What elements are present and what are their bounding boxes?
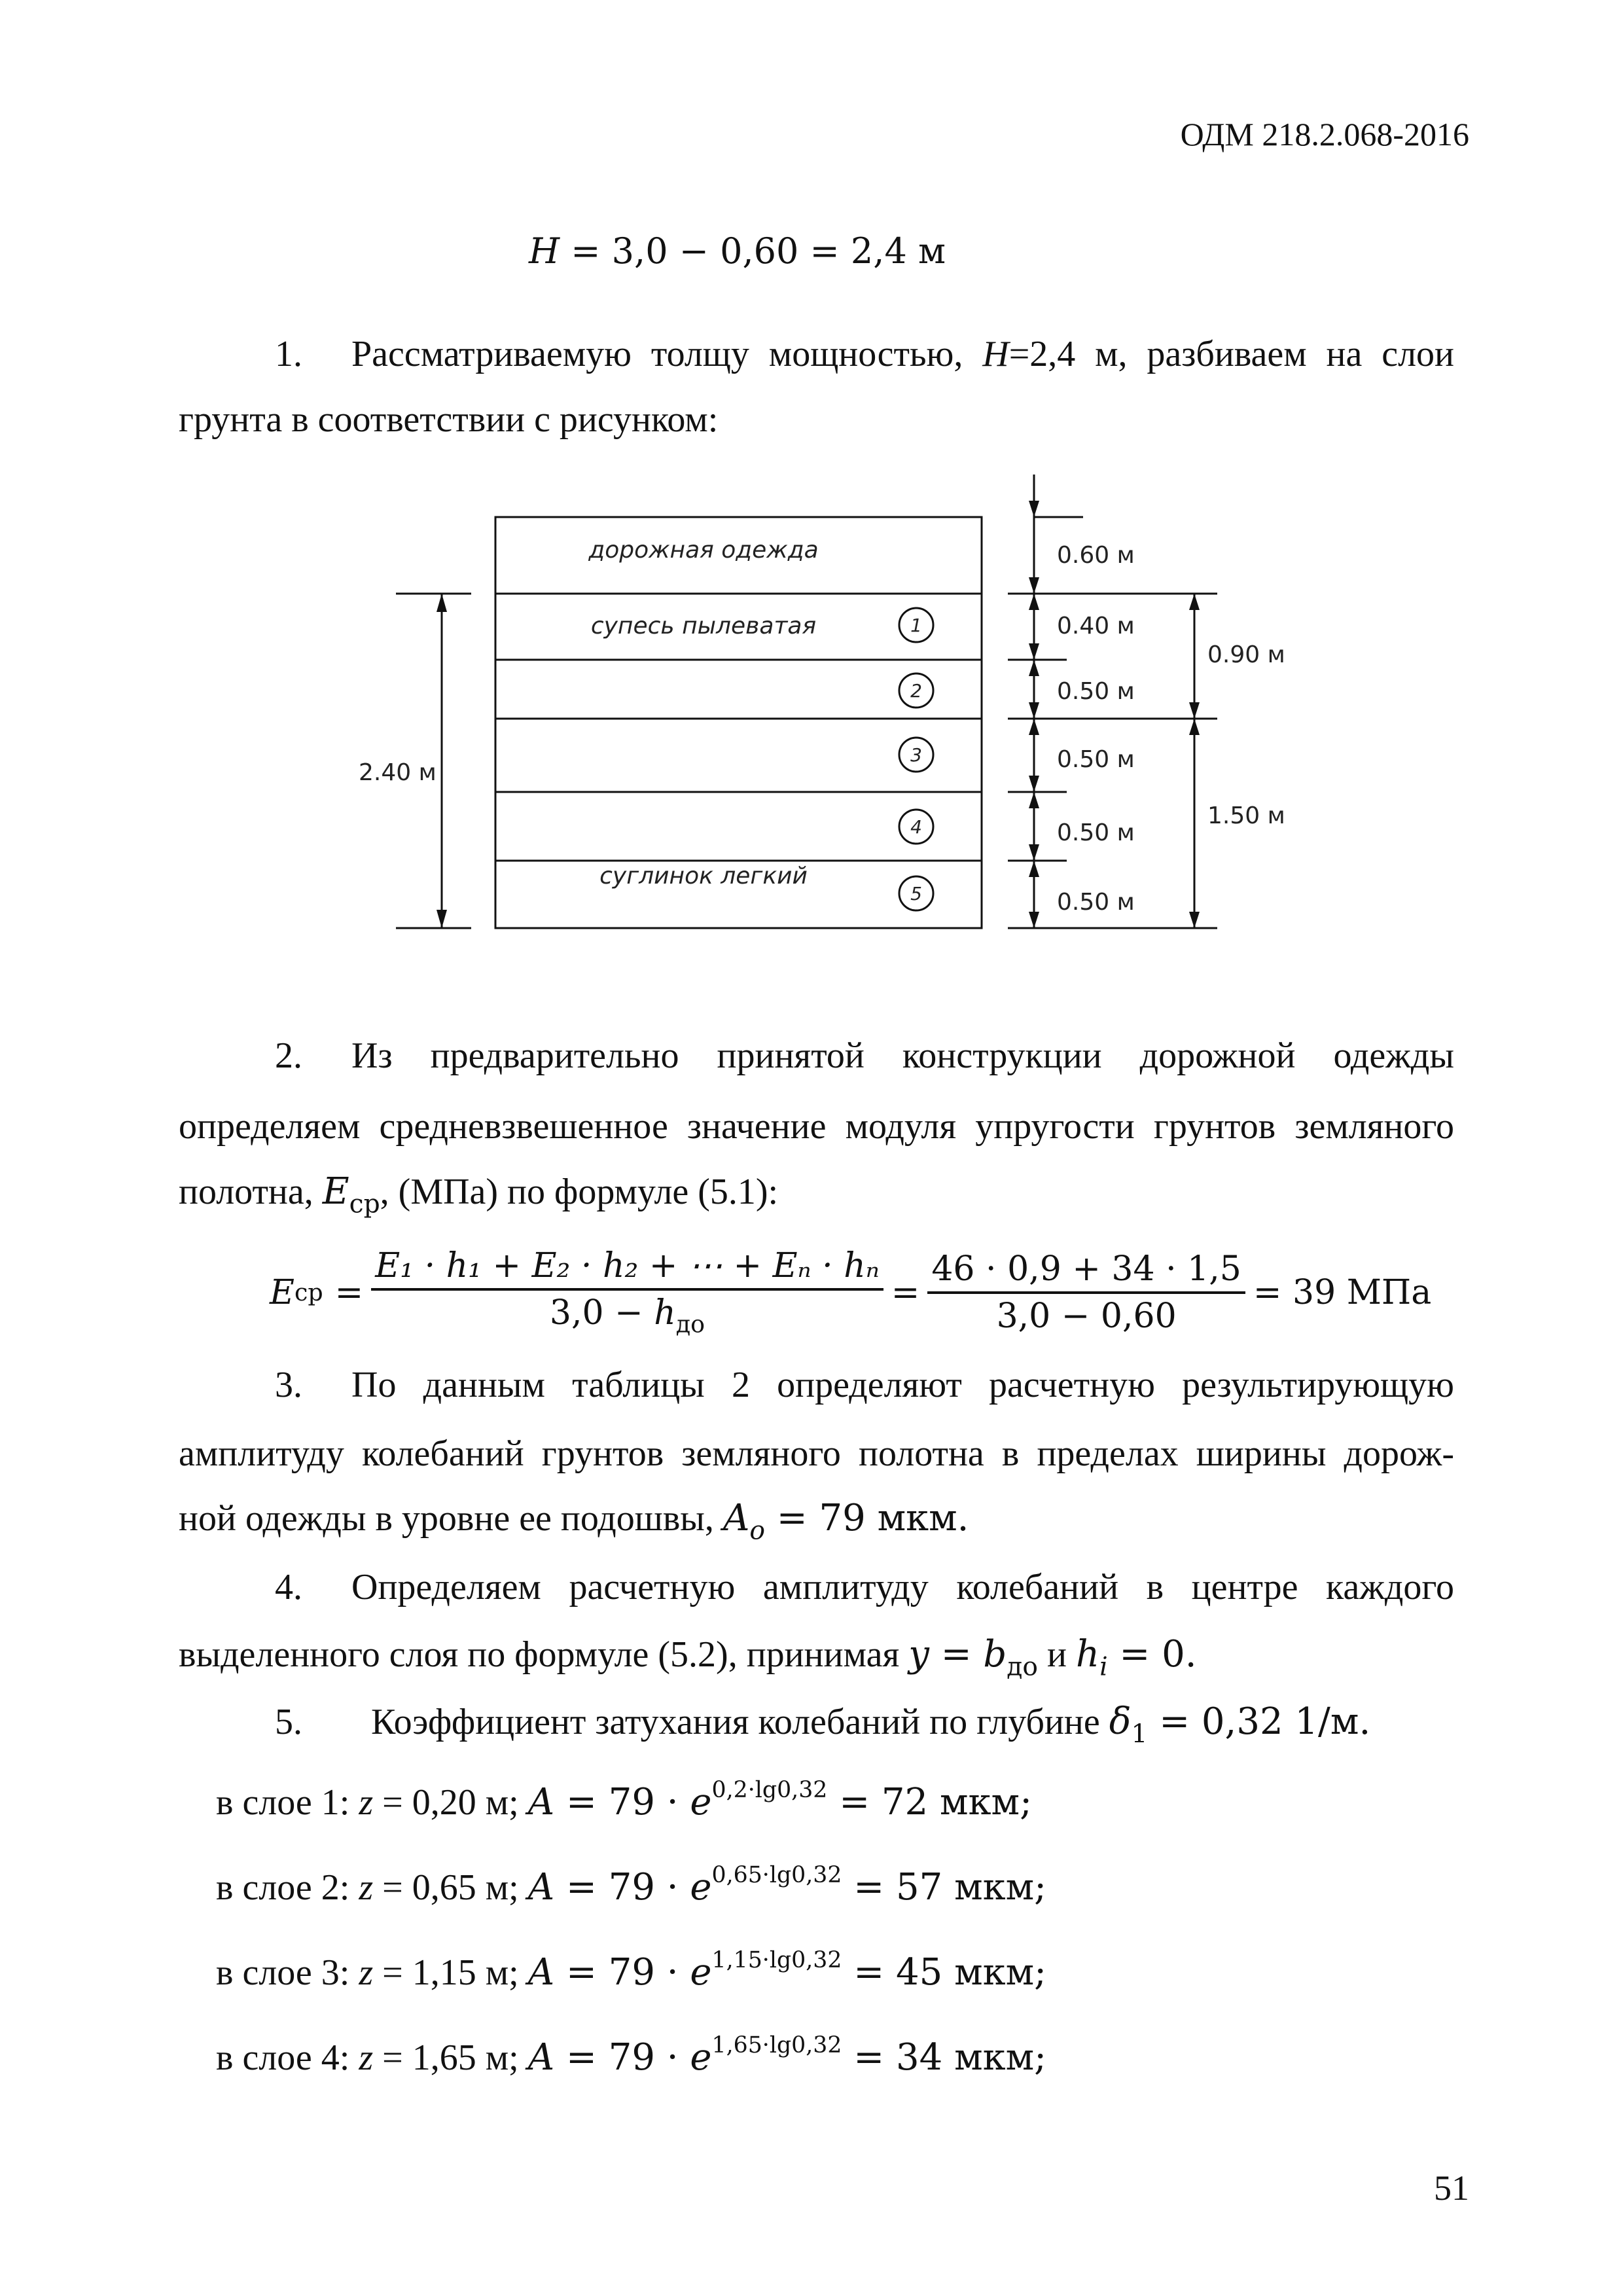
thick-arrow-1b [1029,594,1039,610]
layer-calc-exponent: 0,2·lg0,32 [711,1777,828,1803]
item-4-b-sub: до [1007,1652,1039,1682]
thickness-label-4: 0.50 м [1057,746,1135,773]
layer-calc-3 [216,1947,1047,1994]
layer-calc-prefix: в слое 4: [216,2037,359,2079]
thick-arrow-2b [1029,660,1039,676]
total-thickness-label: 2.40 м [359,759,437,786]
total-arrow-bottom [437,910,447,928]
formula-result: = 39 МПа [1253,1273,1432,1312]
layer-calc-z-value: = 1,65 м; [373,2037,528,2079]
item-3-text-b: = 79 мкм. [764,1497,969,1539]
formula-eq-2: = [891,1273,920,1312]
thick-arrow-6 [1029,912,1039,928]
var-h: H [529,230,560,272]
thickness-label-6: 0.50 м [1057,889,1135,916]
layer-calc-result: = 34 мкм; [842,2036,1047,2079]
item-4-h-var: h [1075,1633,1100,1676]
layer-calc-eq: = 79 · [554,1866,690,1909]
layer-calc-eq: = 79 · [554,1781,690,1824]
item-2-line-2: определяем средневзвешенное значение модуля упругости грунтов земляного [179,1106,1454,1147]
group-label-upper: 0.90 м [1207,641,1285,668]
item-4-h-sub: i [1099,1652,1108,1682]
layer-calc-z-var: z [359,2037,374,2079]
group-label-lower: 1.50 м [1207,802,1285,829]
formula-numerator-general: E₁ · h₁ + E₂ · h₂ + ⋯ + Eₙ · hₙ [371,1249,883,1291]
layer-calc-z-value: = 1,15 м; [373,1952,528,1994]
item-4-b-var: b [983,1633,1007,1676]
item-4-eq-1: = [929,1633,984,1676]
formula-denominator-general [546,1291,709,1336]
item-5-text [371,1700,1371,1749]
item-1-var-h: H [982,334,1009,374]
layer-calc-prefix: в слое 2: [216,1867,359,1909]
formula-lhs-sub: ср [294,1278,323,1306]
layer-calc-result: = 57 мкм; [842,1866,1047,1909]
thick-arrow-4a [1029,776,1039,792]
thickness-label-1: 0.60 м [1057,542,1135,569]
layer-calc-z-var: z [359,1782,374,1823]
thickness-expression: = 3,0 − 0,60 = 2,4 м [560,230,946,272]
thick-arrow-5a [1029,844,1039,861]
thickness-label-3: 0.50 м [1057,678,1135,705]
layer-calc-a-var: A [527,2036,555,2079]
layer-label-light-loam: суглинок легкий [599,863,808,889]
layer-label-pavement: дорожная одежда [588,537,819,564]
group-arrow-mid-up [1189,702,1200,719]
layer-number-3: 3 [910,744,922,766]
group-arrow-top [1189,594,1200,610]
item-2-line-3 [179,1170,779,1219]
item-1-number: 1. [275,334,302,374]
layer-calc-exponent: 1,65·lg0,32 [711,2032,842,2058]
layer-calc-e-var: e [690,1781,712,1824]
thick-arrow-2a [1029,643,1039,660]
layer-calc-eq: = 79 · [554,1951,690,1994]
page-number: 51 [1434,2168,1469,2208]
item-2-e-sub: ср [349,1189,380,1219]
item-4-and: и [1038,1634,1076,1675]
item-3-line-3 [179,1497,969,1546]
total-arrow-top [437,594,447,612]
item-2-e-var: E [322,1170,349,1213]
item-2-line-1: Из предварительно принятой конструкции дорожной одежды [351,1035,1454,1076]
layer-calc-z-value: = 0,20 м; [373,1782,528,1823]
formula-den-var: h [654,1293,676,1333]
formula-5-1 [270,1237,1431,1348]
thick-arrow-4b [1029,792,1039,808]
layer-number-1: 1 [910,615,922,636]
formula-fraction-general [371,1246,883,1338]
thickness-label-2: 0.40 м [1057,613,1135,639]
item-3-a-var: A [722,1497,750,1539]
thick-arrow-1a [1029,577,1039,594]
item-3-a-sub: o [749,1516,765,1546]
layer-calc-z-var: z [359,1867,374,1909]
item-1-text-b: =2,4 м, разбиваем на слои [1008,334,1455,374]
layer-calc-z-var: z [359,1952,374,1994]
item-1-line-2: грунта в соответствии с рисунком: [179,399,719,440]
formula-fraction-numeric [927,1249,1245,1336]
layer-calc-1 [216,1777,1032,1824]
item-5-delta-var: δ [1109,1700,1132,1743]
item-5-text-b: = 0,32 1/м. [1147,1700,1371,1743]
layer-calc-exponent: 0,65·lg0,32 [711,1862,842,1888]
formula-lhs-var: E [270,1273,294,1312]
thick-arrow-0 [1029,501,1039,517]
item-3-line-2: амплитуду колебаний грунтов земляного полотна в пределах ширины дорож- [179,1433,1454,1474]
layer-calc-a-var: A [527,1781,555,1824]
layer-number-4: 4 [910,816,922,838]
item-4-eq-2: = 0. [1107,1633,1197,1676]
item-2-text-a: полотна, [179,1172,323,1212]
item-3-number: 3. [275,1365,302,1405]
item-5-delta-sub: 1 [1131,1719,1148,1749]
thick-arrow-3b [1029,719,1039,735]
layer-calc-e-var: e [690,1951,712,1994]
item-3-text-a: ной одежды в уровне ее подошвы, [179,1498,723,1539]
item-2-text-b: , (МПа) по формуле (5.1): [380,1172,779,1212]
layer-calc-prefix: в слое 1: [216,1782,359,1823]
formula-den-text: 3,0 − [549,1293,654,1333]
item-5-number: 5. [275,1702,302,1742]
formula-eq-1: = [334,1273,364,1312]
formula-numerator-numeric: 46 · 0,9 + 34 · 1,5 [927,1252,1245,1294]
group-arrow-mid-down [1189,719,1200,735]
formula-denominator-numeric: 3,0 − 0,60 [996,1297,1177,1336]
group-arrow-bottom [1189,912,1200,928]
item-2-number: 2. [275,1035,302,1076]
layer-number-2: 2 [910,680,922,702]
layer-calc-result: = 45 мкм; [842,1951,1047,1994]
layer-label-sandy-loam: супесь пылеватая [590,613,817,639]
thick-arrow-5b [1029,861,1039,877]
layer-number-5: 5 [910,883,922,905]
document-code: ОДМ 218.2.068-2016 [1180,116,1469,152]
layer-calc-eq: = 79 · [554,2036,690,2079]
item-4-number: 4. [275,1567,302,1607]
layer-calc-a-var: A [527,1951,555,1994]
item-4-text-a: выделенного слоя по формуле (5.2), принимая [179,1634,909,1675]
thickness-label-5: 0.50 м [1057,819,1135,846]
item-3-line-1: По данным таблицы 2 определяют расчетную результирующую [351,1365,1454,1405]
layer-calc-result: = 72 мкм; [827,1781,1032,1824]
thick-arrow-3a [1029,702,1039,719]
item-4-line-1: Определяем расчетную амплитуду колебаний в центре каждого [351,1567,1454,1607]
item-4-y-var: y [908,1633,929,1676]
layer-calc-prefix: в слое 3: [216,1952,359,1994]
formula-den-sub: до [675,1310,705,1338]
layer-calc-e-var: e [690,1866,712,1909]
layer-calc-a-var: A [527,1866,555,1909]
layer-calc-z-value: = 0,65 м; [373,1867,528,1909]
layer-calc-exponent: 1,15·lg0,32 [711,1947,842,1973]
item-4-line-2 [179,1633,1197,1682]
layer-calc-2 [216,1862,1047,1909]
item-5-text-a: Коэффициент затухания колебаний по глубине [371,1702,1109,1742]
layer-calc-e-var: e [690,2036,712,2079]
item-1-text-a: Рассматриваемую толщу мощностью, [351,334,983,374]
layer-calc-4 [216,2032,1047,2079]
